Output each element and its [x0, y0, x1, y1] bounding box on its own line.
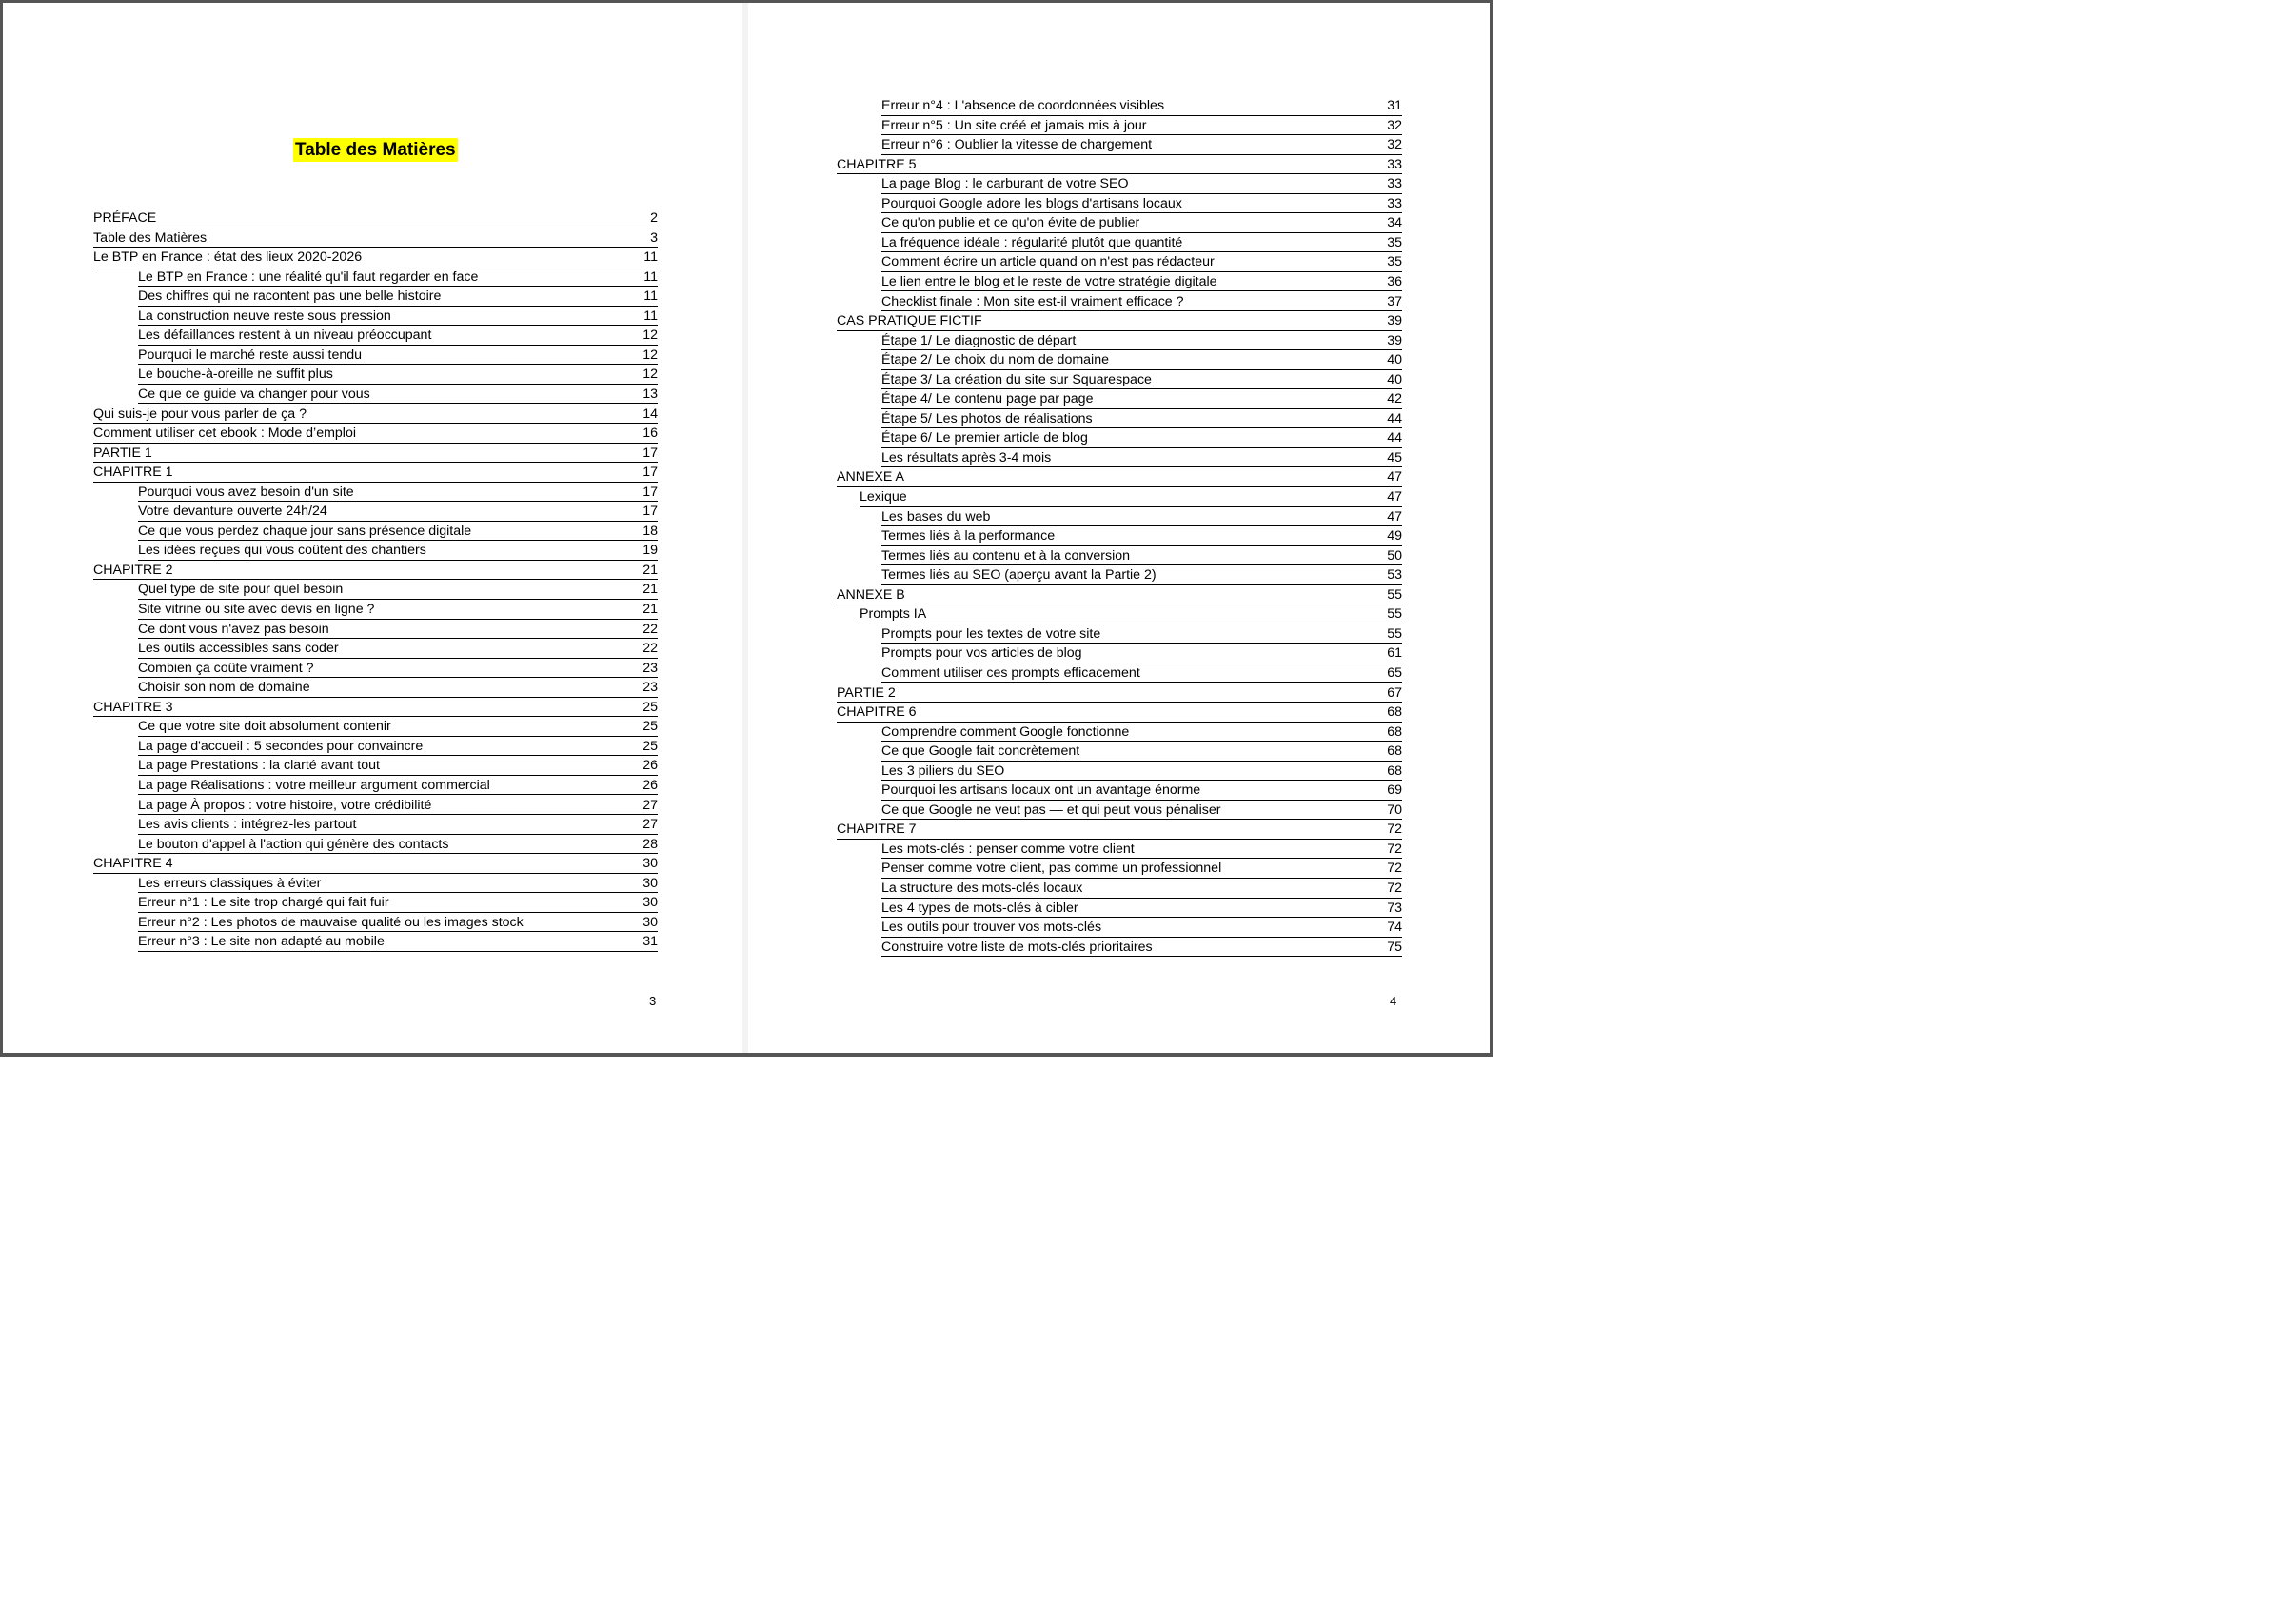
toc-entry-label: Qui suis-je pour vous parler de ça ?	[93, 406, 307, 422]
toc-entry[interactable]	[881, 174, 1402, 194]
toc-entry[interactable]	[881, 801, 1402, 821]
toc-entry-label: Choisir son nom de domaine	[138, 680, 310, 696]
toc-entry-label: Étape 4/ Le contenu page par page	[881, 391, 1094, 407]
toc-entry-label: Prompts pour vos articles de blog	[881, 645, 1082, 662]
toc-entry-page: 21	[643, 582, 658, 598]
toc-entry-label: Étape 2/ Le choix du nom de domaine	[881, 352, 1109, 368]
toc-entry-label: Pourquoi vous avez besoin d'un site	[138, 484, 354, 500]
toc-entry-page: 31	[1387, 98, 1402, 113]
toc-entry-label: Pourquoi les artisans locaux ont un avantage énorme	[881, 782, 1201, 799]
toc-entry-label: Pourquoi Google adore les blogs d'artisans locaux	[881, 195, 1182, 211]
toc-entry-page: 3	[650, 229, 658, 246]
toc-entry-page: 65	[1387, 664, 1402, 681]
toc-entry-label: Votre devanture ouverte 24h/24	[138, 504, 327, 520]
toc-entry[interactable]	[881, 526, 1402, 546]
toc-entry-label: Erreur n°2 : Les photos de mauvaise qualité ou les images stock	[138, 914, 524, 930]
toc-entry[interactable]	[138, 541, 658, 561]
toc-entry-label: Les bases du web	[881, 508, 991, 525]
toc-entry-label: Les 4 types de mots-clés à cibler	[881, 900, 1078, 916]
toc-entry[interactable]	[881, 252, 1402, 272]
toc-entry-label: Construire votre liste de mots-clés prioritaires	[881, 939, 1153, 955]
document-page-left	[3, 3, 742, 1053]
toc-entry-page: 47	[1387, 508, 1402, 525]
toc-entry[interactable]	[138, 620, 658, 640]
toc-entry-page: 49	[1387, 528, 1402, 545]
toc-entry[interactable]	[93, 405, 658, 425]
toc-entry-page: 33	[1387, 195, 1402, 211]
toc-entry[interactable]	[93, 463, 658, 483]
toc-entry-page: 35	[1387, 254, 1402, 270]
toc-entry[interactable]	[138, 307, 658, 327]
toc-entry-label: PRÉFACE	[93, 210, 157, 226]
toc-entry[interactable]	[881, 272, 1402, 292]
toc-entry-page: 2	[650, 210, 658, 226]
toc-entry-label: Étape 6/ Le premier article de blog	[881, 430, 1088, 446]
toc-entry-label: Étape 3/ La création du site sur Squarespace	[881, 371, 1152, 387]
toc-entry-page: 72	[1387, 881, 1402, 896]
toc-entry-label: Le bouche-à-oreille ne suffit plus	[138, 366, 333, 383]
toc-entry-page: 22	[643, 641, 658, 657]
toc-entry-label: La construction neuve reste sous pression	[138, 307, 391, 324]
toc-entry-page: 40	[1387, 352, 1402, 368]
toc-entry-label: Ce que votre site doit absolument contenir	[138, 719, 391, 735]
toc-entry-label: Ce que ce guide va changer pour vous	[138, 386, 370, 402]
toc-entry-page: 74	[1387, 920, 1402, 936]
toc-entry[interactable]	[93, 248, 658, 267]
toc-entry-page: 40	[1387, 371, 1402, 387]
toc-entry[interactable]	[138, 267, 658, 287]
toc-entry-page: 17	[643, 504, 658, 520]
toc-entry-label: Termes liés à la performance	[881, 528, 1056, 545]
toc-entry-page: 23	[643, 660, 658, 676]
toc-entry-label: La structure des mots-clés locaux	[881, 881, 1083, 896]
toc-entry-page: 27	[643, 797, 658, 813]
toc-entry-page: 22	[643, 621, 658, 637]
toc-entry-label: Ce dont vous n'avez pas besoin	[138, 621, 329, 637]
toc-entry-label: Erreur n°3 : Le site non adapté au mobile	[138, 934, 385, 950]
toc-entry-label: Étape 5/ Les photos de réalisations	[881, 410, 1093, 426]
toc-entry-page: 35	[1387, 234, 1402, 250]
toc-entry-label: CHAPITRE 2	[93, 562, 173, 578]
toc-entry-page: 61	[1387, 645, 1402, 662]
toc-entry-page: 12	[643, 347, 658, 363]
toc-entry-label: La page Réalisations : votre meilleur argument commercial	[138, 777, 490, 793]
document-page-right	[748, 3, 1490, 1053]
toc-entry[interactable]	[93, 228, 658, 248]
toc-entry-page: 21	[643, 602, 658, 617]
toc-entry-label: Table des Matières	[93, 229, 208, 246]
toc-entry-page: 25	[643, 719, 658, 735]
toc-entry[interactable]	[138, 580, 658, 600]
toc-entry-page: 17	[643, 484, 658, 500]
toc-entry[interactable]	[138, 913, 658, 933]
toc-entry-label: ANNEXE B	[837, 586, 905, 603]
toc-entry-label: Le lien entre le blog et le reste de votre stratégie digitale	[881, 273, 1217, 289]
toc-entry-page: 75	[1387, 939, 1402, 955]
toc-entry-page: 12	[643, 327, 658, 344]
toc-entry[interactable]	[881, 723, 1402, 743]
toc-entry-page: 27	[643, 817, 658, 833]
toc-entry[interactable]	[881, 899, 1402, 919]
toc-entry[interactable]	[138, 326, 658, 346]
toc-entry-label: La page À propos : votre histoire, votre crédibilité	[138, 797, 432, 813]
toc-entry-label: Comment utiliser ces prompts efficacement	[881, 664, 1140, 681]
toc-entry[interactable]	[93, 424, 658, 444]
toc-entry-page: 39	[1387, 332, 1402, 348]
toc-entry-page: 34	[1387, 215, 1402, 231]
toc-entry[interactable]	[860, 487, 1402, 507]
toc-entry[interactable]	[881, 781, 1402, 801]
toc-entry-label: Erreur n°4 : L'absence de coordonnées visibles	[881, 98, 1165, 113]
toc-entry-page: 42	[1387, 391, 1402, 407]
toc-entry[interactable]	[837, 820, 1402, 840]
toc-entry[interactable]	[138, 835, 658, 855]
toc-entry-label: Prompts IA	[860, 606, 927, 623]
toc-entry-label: CHAPITRE 7	[837, 822, 917, 838]
toc-entry-label: La page d'accueil : 5 secondes pour convaincre	[138, 738, 424, 754]
page-number-left: 3	[649, 994, 657, 1008]
toc-entry[interactable]	[881, 350, 1402, 370]
toc-entry[interactable]	[837, 585, 1402, 605]
toc-entry-label: Ce que Google ne veut pas — et qui peut vous pénaliser	[881, 802, 1221, 818]
toc-entry-page: 18	[643, 523, 658, 539]
toc-entry[interactable]	[881, 762, 1402, 782]
toc-entry[interactable]	[881, 507, 1402, 527]
toc-entry-label: Les avis clients : intégrez-les partout	[138, 817, 357, 833]
toc-entry[interactable]	[881, 292, 1402, 312]
toc-entry[interactable]	[138, 346, 658, 366]
toc-entry[interactable]	[881, 859, 1402, 879]
toc-entry-page: 47	[1387, 469, 1402, 485]
toc-entry-page: 32	[1387, 137, 1402, 153]
toc-entry-page: 28	[643, 836, 658, 852]
toc-entry-page: 50	[1387, 547, 1402, 564]
toc-entry[interactable]	[881, 938, 1402, 958]
toc-entry-page: 12	[643, 366, 658, 383]
toc-entry-label: Le BTP en France : état des lieux 2020-2026	[93, 249, 363, 266]
toc-entry[interactable]	[881, 840, 1402, 860]
toc-entry-page: 13	[643, 386, 658, 402]
toc-entry-page: 44	[1387, 430, 1402, 446]
toc-entry[interactable]	[881, 879, 1402, 899]
toc-entry-page: 44	[1387, 410, 1402, 426]
toc-entry-label: Erreur n°5 : Un site créé et jamais mis à jour	[881, 117, 1147, 133]
toc-entry[interactable]	[881, 918, 1402, 938]
toc-entry-label: La page Blog : le carburant de votre SEO	[881, 176, 1129, 192]
toc-entry-label: Comment écrire un article quand on n'est pas rédacteur	[881, 254, 1215, 270]
toc-entry[interactable]	[837, 155, 1402, 175]
toc-entry-label: Site vitrine ou site avec devis en ligne ?	[138, 602, 375, 617]
toc-entry-label: Étape 1/ Le diagnostic de départ	[881, 332, 1077, 348]
toc-entry-label: Lexique	[860, 489, 907, 505]
toc-list-left	[3, 3, 742, 1053]
toc-entry-page: 33	[1387, 156, 1402, 172]
toc-entry[interactable]	[881, 428, 1402, 448]
toc-entry[interactable]	[881, 546, 1402, 566]
toc-entry[interactable]	[881, 116, 1402, 136]
toc-entry-page: 14	[643, 406, 658, 422]
toc-entry-page: 69	[1387, 782, 1402, 799]
toc-entry-page: 17	[643, 445, 658, 461]
window-edge-right	[1490, 0, 1493, 1057]
toc-entry-page: 72	[1387, 822, 1402, 838]
toc-entry-page: 36	[1387, 273, 1402, 289]
toc-entry-page: 25	[643, 699, 658, 715]
toc-entry-label: CHAPITRE 4	[93, 856, 173, 872]
toc-entry-page: 11	[643, 268, 658, 285]
toc-entry[interactable]	[138, 717, 658, 737]
toc-entry[interactable]	[881, 233, 1402, 253]
toc-entry[interactable]	[881, 194, 1402, 214]
toc-entry[interactable]	[93, 561, 658, 581]
toc-entry[interactable]	[138, 287, 658, 307]
toc-entry-label: CHAPITRE 5	[837, 156, 917, 172]
toc-entry-label: La fréquence idéale : régularité plutôt que quantité	[881, 234, 1183, 250]
toc-entry-page: 26	[643, 777, 658, 793]
toc-entry[interactable]	[138, 815, 658, 835]
toc-entry[interactable]	[93, 854, 658, 874]
window-edge-bottom	[0, 1053, 1493, 1057]
toc-entry-page: 72	[1387, 841, 1402, 857]
toc-entry-page: 23	[643, 680, 658, 696]
toc-entry[interactable]	[881, 565, 1402, 585]
toc-entry-page: 25	[643, 738, 658, 754]
toc-entry-page: 55	[1387, 586, 1402, 603]
toc-entry-label: CHAPITRE 3	[93, 699, 173, 715]
toc-entry-label: Termes liés au contenu et à la conversion	[881, 547, 1131, 564]
toc-entry[interactable]	[138, 756, 658, 776]
toc-entry[interactable]	[138, 796, 658, 816]
toc-entry[interactable]	[138, 737, 658, 757]
toc-entry-label: Les idées reçues qui vous coûtent des chantiers	[138, 543, 426, 559]
toc-entry-page: 31	[643, 934, 658, 950]
toc-entry-label: Les outils pour trouver vos mots-clés	[881, 920, 1102, 936]
toc-entry-label: Prompts pour les textes de votre site	[881, 625, 1101, 642]
toc-entry-label: Les 3 piliers du SEO	[881, 762, 1005, 779]
toc-entry-label: CHAPITRE 6	[837, 704, 917, 721]
toc-entry-page: 67	[1387, 684, 1402, 701]
toc-entry[interactable]	[881, 135, 1402, 155]
toc-entry-page: 21	[643, 562, 658, 578]
toc-entry[interactable]	[881, 624, 1402, 644]
toc-entry-label: Penser comme votre client, pas comme un professionnel	[881, 861, 1222, 877]
toc-title: Table des Matières	[295, 140, 456, 160]
toc-entry-label: Erreur n°1 : Le site trop chargé qui fait fuir	[138, 895, 389, 911]
page-number-right: 4	[1390, 994, 1397, 1008]
toc-entry-page: 39	[1387, 313, 1402, 329]
toc-entry[interactable]	[138, 365, 658, 385]
toc-entry-page: 37	[1387, 293, 1402, 309]
toc-entry-label: Les outils accessibles sans coder	[138, 641, 339, 657]
toc-entry-label: Ce que vous perdez chaque jour sans présence digitale	[138, 523, 472, 539]
toc-entry-page: 53	[1387, 567, 1402, 584]
toc-entry-page: 68	[1387, 704, 1402, 721]
toc-entry-page: 55	[1387, 625, 1402, 642]
window-edge-left	[0, 0, 3, 1057]
toc-entry-page: 47	[1387, 489, 1402, 505]
toc-entry[interactable]	[138, 639, 658, 659]
toc-entry[interactable]	[837, 467, 1402, 487]
toc-entry-label: PARTIE 1	[93, 445, 152, 461]
toc-entry[interactable]	[138, 893, 658, 913]
window-edge-top	[0, 0, 1493, 3]
toc-entry-label: Les mots-clés : penser comme votre client	[881, 841, 1135, 857]
toc-entry-label: Les défaillances restent à un niveau préoccupant	[138, 327, 432, 344]
toc-entry-page: 55	[1387, 606, 1402, 623]
toc-entry-label: Les résultats après 3-4 mois	[881, 449, 1052, 465]
toc-entry-page: 11	[643, 249, 658, 266]
toc-entry-label: Ce que Google fait concrètement	[881, 743, 1080, 760]
toc-entry[interactable]	[93, 698, 658, 718]
toc-entry-label: Termes liés au SEO (aperçu avant la Partie 2)	[881, 567, 1157, 584]
toc-entry-page: 32	[1387, 117, 1402, 133]
toc-entry[interactable]	[881, 448, 1402, 468]
toc-entry[interactable]	[93, 208, 658, 228]
toc-entry[interactable]	[138, 678, 658, 698]
toc-entry-page: 16	[643, 426, 658, 442]
toc-entry-label: Le bouton d'appel à l'action qui génère des contacts	[138, 836, 449, 852]
toc-entry-label: Combien ça coûte vraiment ?	[138, 660, 314, 676]
toc-entry[interactable]	[837, 683, 1402, 703]
toc-entry[interactable]	[881, 742, 1402, 762]
toc-entry-page: 45	[1387, 449, 1402, 465]
toc-entry[interactable]	[881, 409, 1402, 429]
toc-entry[interactable]	[837, 703, 1402, 723]
toc-entry-page: 33	[1387, 176, 1402, 192]
toc-entry[interactable]	[138, 932, 658, 952]
toc-entry-page: 73	[1387, 900, 1402, 916]
toc-entry-label: PARTIE 2	[837, 684, 896, 701]
toc-entry-page: 30	[643, 914, 658, 930]
toc-entry[interactable]	[138, 600, 658, 620]
toc-entry[interactable]	[138, 776, 658, 796]
toc-entry[interactable]	[881, 389, 1402, 409]
toc-entry-label: Des chiffres qui ne racontent pas une belle histoire	[138, 288, 442, 305]
toc-entry-page: 30	[643, 875, 658, 891]
toc-entry-page: 17	[643, 465, 658, 481]
toc-entry-label: Comment utiliser cet ebook : Mode d’emploi	[93, 426, 356, 442]
toc-entry-page: 30	[643, 895, 658, 911]
toc-list-right	[748, 3, 1490, 1053]
toc-entry-page: 19	[643, 543, 658, 559]
toc-entry[interactable]	[138, 502, 658, 522]
toc-entry-label: Comprendre comment Google fonctionne	[881, 723, 1130, 740]
toc-entry[interactable]	[881, 663, 1402, 683]
toc-entry-page: 68	[1387, 743, 1402, 760]
toc-entry-page: 72	[1387, 861, 1402, 877]
toc-entry[interactable]	[138, 483, 658, 503]
toc-entry-label: Le BTP en France : une réalité qu'il faut regarder en face	[138, 268, 479, 285]
toc-entry[interactable]	[138, 385, 658, 405]
toc-entry[interactable]	[881, 370, 1402, 390]
toc-entry-page: 26	[643, 758, 658, 774]
toc-entry[interactable]	[837, 311, 1402, 331]
toc-entry-label: Pourquoi le marché reste aussi tendu	[138, 347, 363, 363]
toc-entry[interactable]	[138, 522, 658, 542]
toc-entry-label: Checklist finale : Mon site est-il vraiment efficace ?	[881, 293, 1184, 309]
toc-entry[interactable]	[93, 444, 658, 464]
toc-entry-label: Quel type de site pour quel besoin	[138, 582, 344, 598]
toc-entry-page: 68	[1387, 762, 1402, 779]
toc-entry-label: Les erreurs classiques à éviter	[138, 875, 322, 891]
toc-entry-label: CAS PRATIQUE FICTIF	[837, 313, 982, 329]
toc-entry[interactable]	[138, 874, 658, 894]
toc-entry[interactable]	[881, 644, 1402, 663]
toc-entry[interactable]	[881, 213, 1402, 233]
toc-entry[interactable]	[881, 96, 1402, 116]
toc-entry-label: CHAPITRE 1	[93, 465, 173, 481]
toc-entry-page: 70	[1387, 802, 1402, 818]
toc-entry-page: 11	[643, 288, 658, 305]
toc-entry[interactable]	[138, 659, 658, 679]
toc-entry[interactable]	[860, 604, 1402, 624]
toc-entry-label: La page Prestations : la clarté avant tout	[138, 758, 380, 774]
toc-entry-page: 11	[643, 307, 658, 324]
toc-entry[interactable]	[881, 331, 1402, 351]
toc-entry-label: Ce qu'on publie et ce qu'on évite de publier	[881, 215, 1140, 231]
toc-entry-page: 30	[643, 856, 658, 872]
toc-entry-label: Erreur n°6 : Oublier la vitesse de chargement	[881, 137, 1153, 153]
toc-entry-label: ANNEXE A	[837, 469, 904, 485]
toc-entry-page: 68	[1387, 723, 1402, 740]
